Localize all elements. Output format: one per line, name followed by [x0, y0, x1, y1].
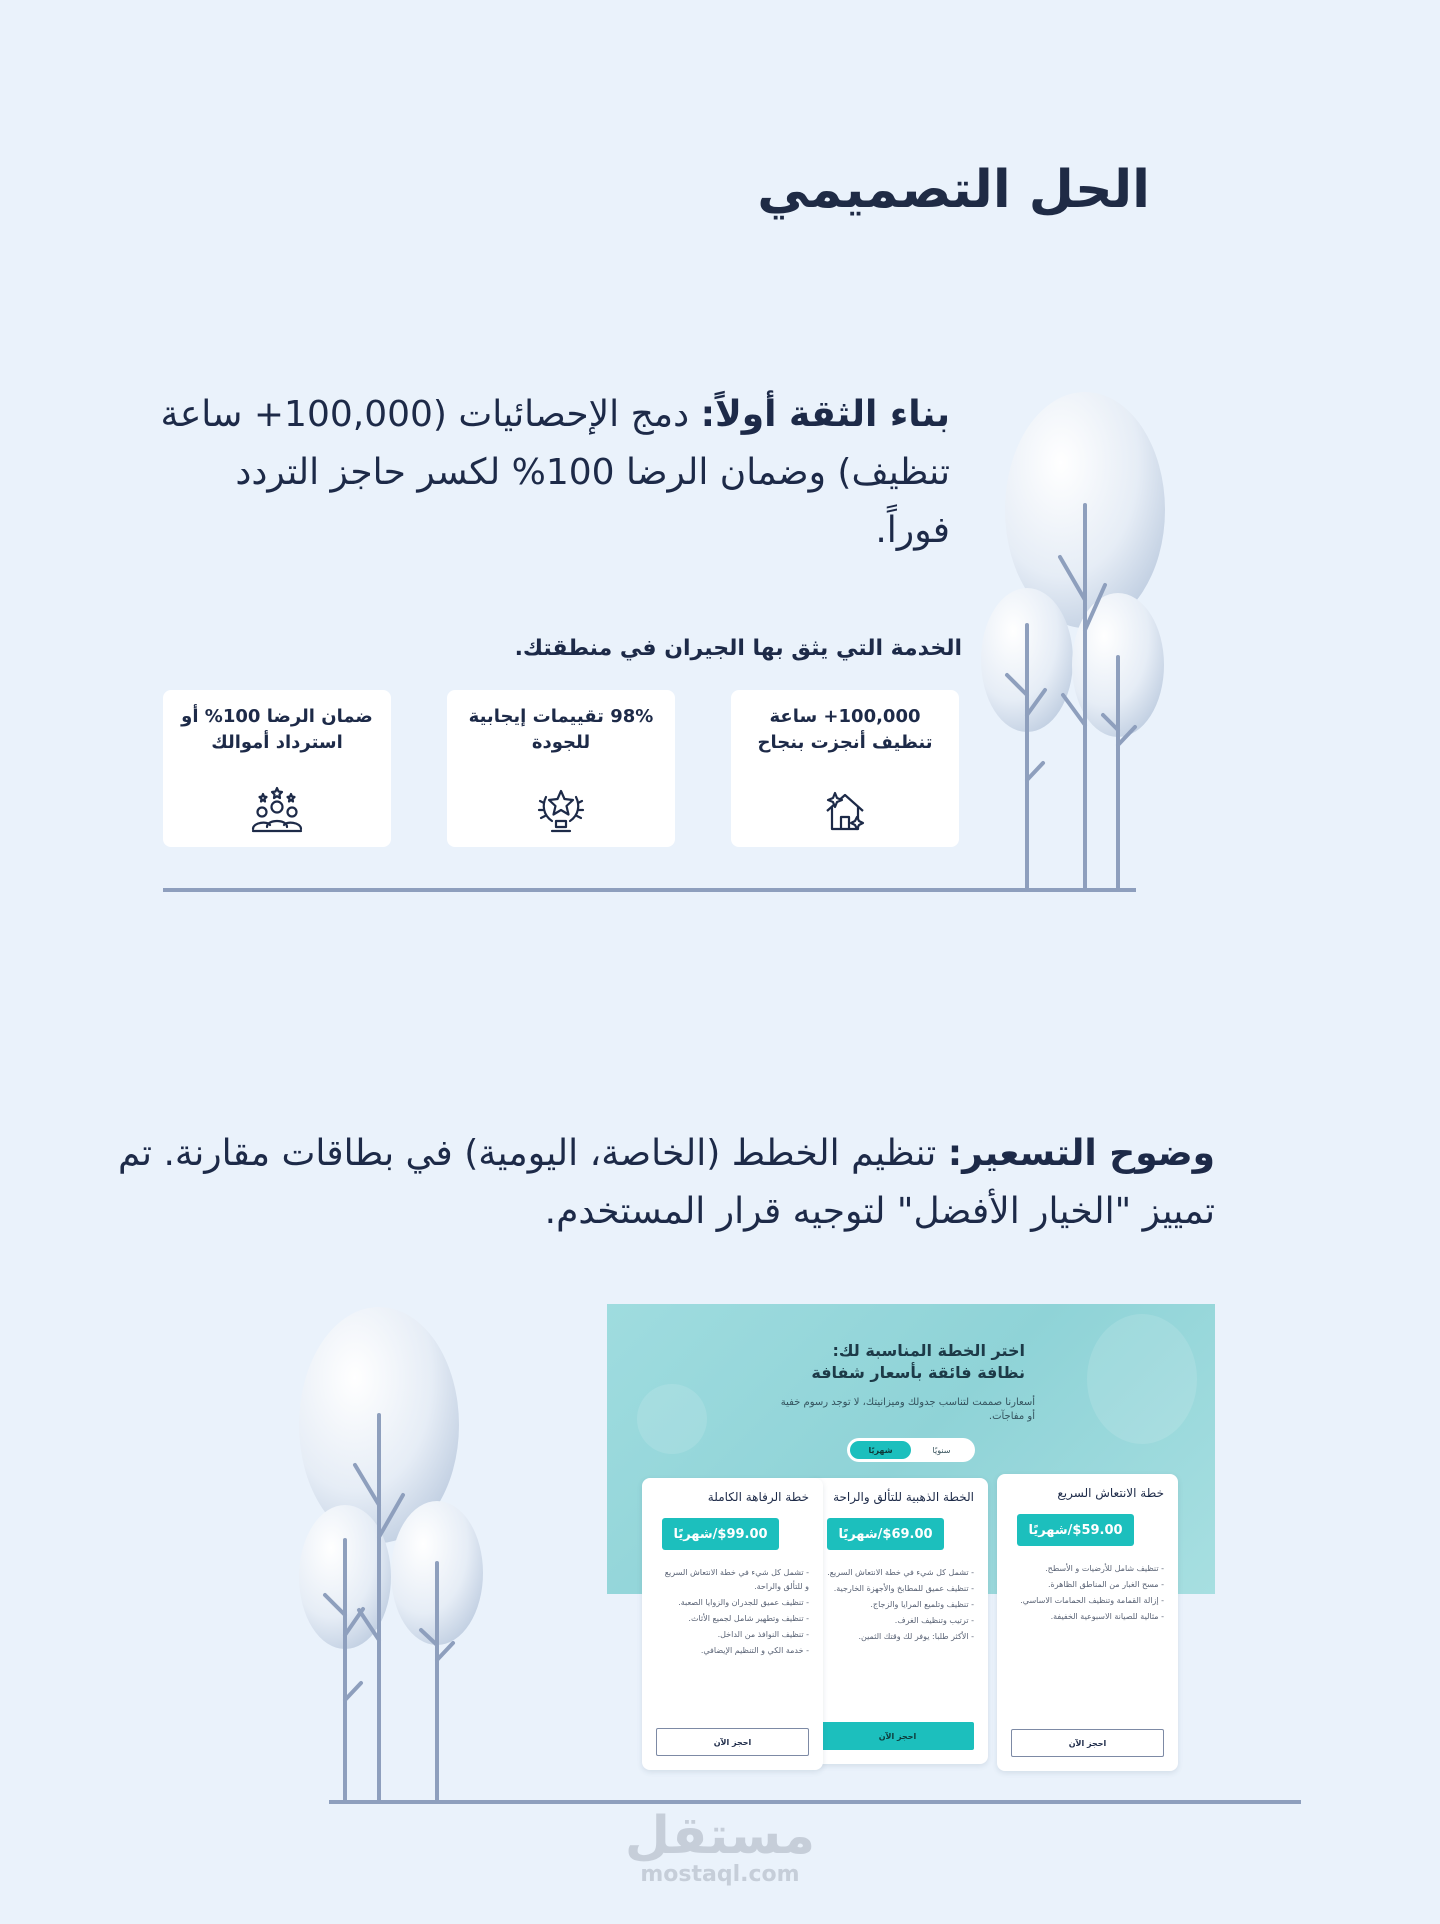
watermark-arabic: مستقل [624, 1806, 816, 1866]
trust-body: دمج الإحصائيات (100,000+ ساعة تنظيف) وضمان الرضا 100% لكسر حاجز التردد فوراً. [160, 394, 950, 551]
house-sparkle-icon [821, 787, 869, 835]
stat-card-ratings [447, 690, 675, 847]
stat-card-guarantee [163, 690, 391, 847]
plan-title: الخطة الذهبية للتألق والراحة [833, 1490, 974, 1504]
plan-feature: - مثالية للصيانة الاسبوعية الخفيفة. [1014, 1610, 1164, 1624]
decor-bubble [637, 1384, 707, 1454]
trust-subtitle: الخدمة التي يثق بها الجيران في منطقتك. [514, 636, 962, 661]
toggle-yearly[interactable]: سنويًا [932, 1445, 951, 1455]
pricing-body: تنظيم الخطط (الخاصة، اليومية) في بطاقات مقارنة. تم تمييز "الخيار الأفضل" لتوجيه قرار المستخدم. [118, 1133, 1215, 1232]
stat-card-hours [731, 690, 959, 847]
happy-customers-icon [250, 785, 304, 835]
pricing-paragraph [75, 1125, 1215, 1241]
plan-feature: - تنظيف شامل للأرضيات و الأسطح. [1014, 1562, 1164, 1576]
stat-text: 100,000+ ساعة تنظيف أنجزت بنجاح [757, 706, 933, 753]
tree-illustration [975, 385, 1175, 895]
plan-price: $59.00/شهريًا [1017, 1514, 1134, 1546]
ground-line [163, 888, 1136, 892]
pricing-heading: وضوح التسعير: [947, 1133, 1215, 1174]
plan-features [1014, 1562, 1164, 1626]
decor-bubble [1087, 1314, 1197, 1444]
plan-feature: - مسح الغبار من المناطق الظاهرة. [1014, 1578, 1164, 1592]
book-now-button[interactable]: احجز الآن [821, 1722, 974, 1750]
toggle-monthly[interactable]: شهريًا [850, 1441, 911, 1459]
trust-paragraph [160, 386, 950, 560]
plan-card-quick [997, 1474, 1178, 1771]
plan-features [659, 1566, 809, 1660]
stat-text: 98% تقييمات إيجابية للجودة [468, 706, 654, 753]
plan-price: $69.00/شهريًا [827, 1518, 944, 1550]
plan-feature: - الأكثر طلبا: يوفر لك وقتك الثمين. [824, 1630, 974, 1644]
plan-title: خطة الرفاهة الكاملة [707, 1490, 809, 1504]
plan-card-gold [807, 1478, 988, 1764]
plan-feature: - تشمل كل شيء في خطة الانتعاش السريع و للتألق والراحة. [659, 1566, 809, 1594]
plan-title: خطة الانتعاش السريع [1057, 1486, 1164, 1500]
tree-illustration [295, 1305, 495, 1805]
ground-line [329, 1800, 1301, 1804]
plan-features [824, 1566, 974, 1646]
trust-heading: بناء الثقة أولاً: [700, 394, 950, 435]
plan-feature: - تنظيف وتطهير شامل لجميع الأثاث. [659, 1612, 809, 1626]
plan-feature: - تنظيف عميق للجدران والزوايا الصعبة. [659, 1596, 809, 1610]
pricing-screenshot-title: اختر الخطة المناسبة لك: نظافة فائقة بأسعار شفافة [811, 1341, 1025, 1382]
plan-feature: - تشمل كل شيء في خطة الانتعاش السريع. [824, 1566, 974, 1580]
plan-feature: - إزالة القمامة وتنظيف الحمامات الاساسي. [1014, 1594, 1164, 1608]
plan-feature: - تنظيف النوافذ من الداخل. [659, 1628, 809, 1642]
plan-feature: - تنظيف عميق للمطابخ والأجهزة الخارجية. [824, 1582, 974, 1596]
stat-text: ضمان الرضا 100% أو استرداد أموالك [181, 706, 373, 753]
pricing-screenshot-subtitle: أسعارنا صممت لتناسب جدولك وميزانيتك، لا توجد رسوم خفية أو مفاجآت. [780, 1397, 1035, 1422]
watermark-latin: mostaql.com [640, 1862, 800, 1887]
book-now-button[interactable]: احجز الآن [656, 1728, 809, 1756]
billing-toggle[interactable] [847, 1438, 975, 1462]
page-title: الحل التصميمي [757, 160, 1150, 220]
plan-card-luxury [642, 1478, 823, 1770]
plan-price: $99.00/شهريًا [662, 1518, 779, 1550]
plan-feature: - خدمة الكي و التنظيم الإيضافي. [659, 1644, 809, 1658]
watermark [560, 1806, 880, 1887]
plan-feature: - تنظيف وتلميع المرايا والزجاج. [824, 1598, 974, 1612]
book-now-button[interactable]: احجز الآن [1011, 1729, 1164, 1757]
award-star-icon [536, 785, 586, 835]
plan-feature: - ترتيب وتنظيف الغرف. [824, 1614, 974, 1628]
